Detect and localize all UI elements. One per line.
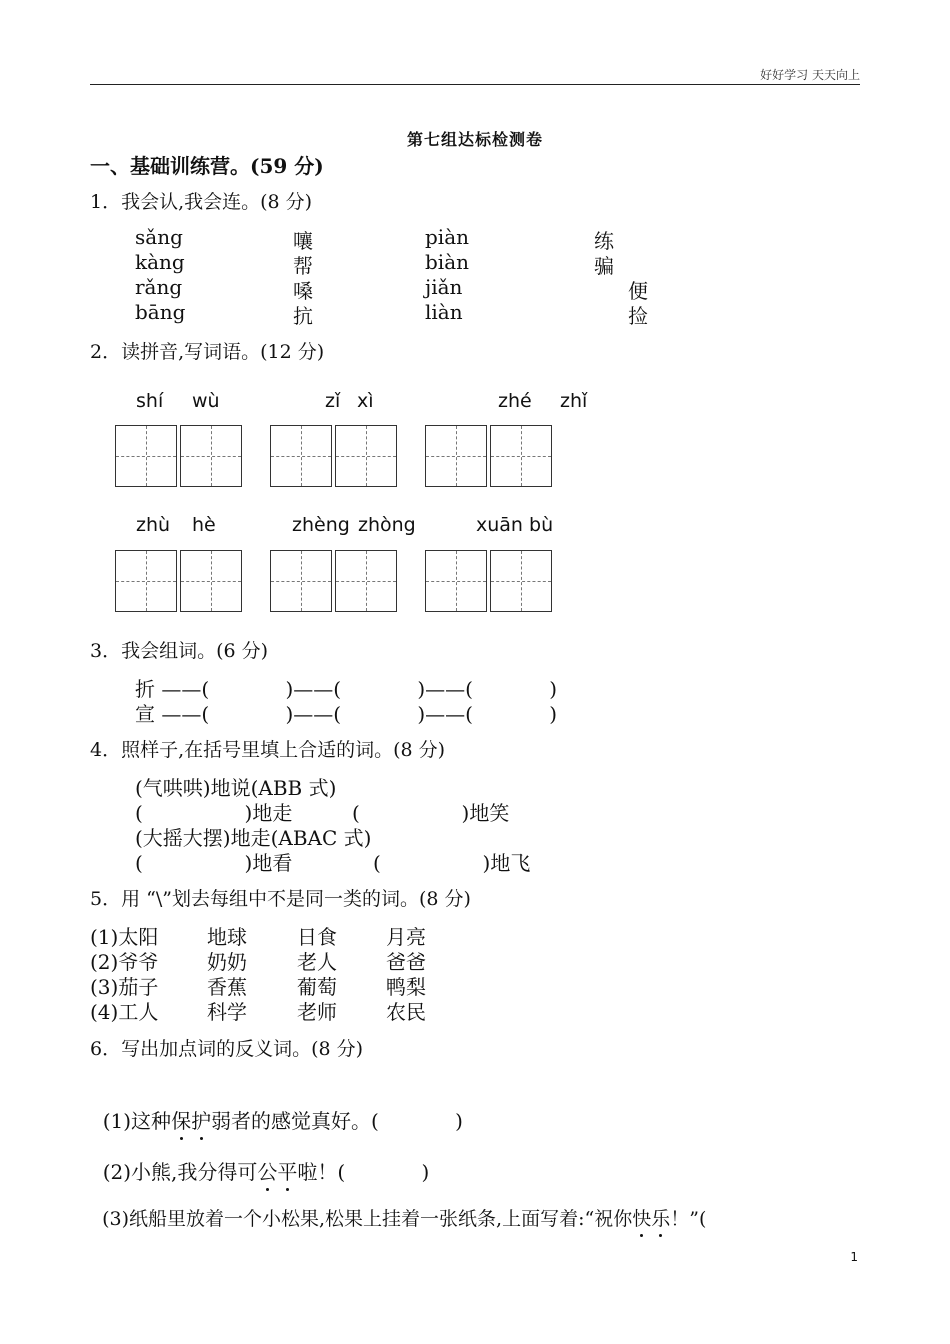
q1-pinyin: sǎng bbox=[135, 225, 183, 249]
q2-pinyin: hè bbox=[192, 514, 216, 536]
sentence-text: ！”( bbox=[670, 1208, 707, 1230]
q5-word: 老师 bbox=[297, 1000, 337, 1024]
q5-word: 奶奶 bbox=[207, 950, 247, 974]
q5-word: 香蕉 bbox=[207, 975, 247, 999]
q4-blank: ( )地笑 bbox=[352, 801, 510, 825]
q5-word: 地球 bbox=[207, 925, 247, 949]
dotted-char-text: 乐 bbox=[651, 1208, 671, 1230]
dotted-char bbox=[171, 1109, 191, 1133]
writing-box[interactable] bbox=[425, 425, 487, 487]
q2-pinyin: wù bbox=[192, 390, 220, 412]
dotted-char-text: 保 bbox=[171, 1109, 192, 1133]
q1-char: 嗓 bbox=[293, 279, 313, 303]
q5-word: (2)爷爷 bbox=[90, 950, 159, 974]
dotted-char bbox=[651, 1208, 670, 1230]
writing-box[interactable] bbox=[270, 425, 332, 487]
q1-char: 练 bbox=[594, 229, 614, 253]
dotted-char bbox=[277, 1160, 297, 1184]
dotted-char-text: 护 bbox=[191, 1109, 212, 1133]
q5-word: 老人 bbox=[297, 950, 337, 974]
q2-prompt: 2．读拼音,写词语。(12 分) bbox=[90, 341, 325, 363]
q1-prompt: 1．我会认,我会连。(8 分) bbox=[90, 191, 313, 213]
writing-box[interactable] bbox=[180, 425, 242, 487]
page-title: 第七组达标检测卷 bbox=[406, 130, 543, 149]
dotted-char bbox=[257, 1160, 277, 1184]
writing-box[interactable] bbox=[270, 550, 332, 612]
q1-char: 抗 bbox=[293, 304, 313, 328]
q6-sentence-2 bbox=[90, 1132, 429, 1185]
q5-word: 爸爸 bbox=[386, 950, 426, 974]
q2-pinyin: zhù bbox=[136, 514, 171, 536]
q4-prompt: 4．照样子,在括号里填上合适的词。(8 分) bbox=[90, 739, 446, 761]
q1-char: 捡 bbox=[628, 304, 648, 328]
section-heading: 一、基础训练营。(59 分) bbox=[90, 154, 324, 178]
dotted-char-text: 快 bbox=[632, 1208, 652, 1230]
dotted-char bbox=[632, 1208, 651, 1230]
writing-box[interactable] bbox=[115, 550, 177, 612]
q1-pinyin: kàng bbox=[135, 250, 185, 274]
q1-char: 帮 bbox=[293, 254, 313, 278]
writing-box[interactable] bbox=[335, 425, 397, 487]
q5-word: (4)工人 bbox=[90, 1000, 159, 1024]
q1-pinyin: jiǎn bbox=[425, 275, 463, 299]
q1-pinyin: bāng bbox=[135, 300, 186, 324]
q5-prompt: 5．用 “\”划去每组中不是同一类的词。(8 分) bbox=[90, 888, 471, 910]
q5-word: 科学 bbox=[207, 1000, 247, 1024]
writing-box[interactable] bbox=[180, 550, 242, 612]
q2-pinyin: xì bbox=[357, 390, 374, 412]
writing-box[interactable] bbox=[335, 550, 397, 612]
q2-pinyin: shí bbox=[136, 390, 164, 412]
sentence-text: (3)纸船里放着一个小松果,松果上挂着一张纸条,上面写着:“祝你 bbox=[102, 1208, 633, 1230]
writing-box[interactable] bbox=[490, 550, 552, 612]
q3-line: 宣 ——( )——( )——( ) bbox=[135, 702, 558, 726]
q1-pinyin: biàn bbox=[425, 250, 470, 274]
q1-char: 嚷 bbox=[293, 229, 313, 253]
q5-word: 日食 bbox=[297, 925, 337, 949]
page-number: 1 bbox=[850, 1250, 858, 1264]
q3-line: 折 ——( )——( )——( ) bbox=[135, 677, 558, 701]
q5-word: 月亮 bbox=[386, 925, 426, 949]
q4-blank: ( )地飞 bbox=[373, 851, 531, 875]
q4-example: (气哄哄)地说(ABB 式) bbox=[135, 776, 337, 800]
q2-pinyin: zǐ bbox=[325, 390, 341, 412]
q6-prompt: 6．写出加点词的反义词。(8 分) bbox=[90, 1038, 364, 1060]
q6-sentence-1 bbox=[90, 1081, 463, 1134]
q1-char: 骗 bbox=[594, 254, 614, 278]
q5-word: 鸭梨 bbox=[386, 975, 426, 999]
emphasis-dot bbox=[659, 1234, 662, 1237]
q4-example: (大摇大摆)地走(ABAC 式) bbox=[135, 826, 372, 850]
q2-pinyin: zhèng bbox=[292, 514, 350, 536]
writing-box[interactable] bbox=[115, 425, 177, 487]
sentence-text: 啦！( ) bbox=[297, 1160, 430, 1184]
sentence-text: (2)小熊,我分得可 bbox=[102, 1160, 258, 1184]
writing-box[interactable] bbox=[425, 550, 487, 612]
q2-pinyin: xuān bù bbox=[476, 514, 554, 536]
header-rule bbox=[90, 84, 860, 85]
sentence-text: 弱者的感觉真好。( ) bbox=[211, 1109, 463, 1133]
writing-box[interactable] bbox=[490, 425, 552, 487]
q5-word: (3)茄子 bbox=[90, 975, 159, 999]
q2-pinyin: zhòng bbox=[358, 514, 416, 536]
q4-blank: ( )地看 bbox=[135, 851, 293, 875]
sentence-text: (1)这种 bbox=[102, 1109, 172, 1133]
emphasis-dot bbox=[640, 1234, 643, 1237]
q5-word: 农民 bbox=[386, 1000, 426, 1024]
q5-word: (1)太阳 bbox=[90, 925, 159, 949]
q1-pinyin: rǎng bbox=[135, 275, 183, 299]
q1-pinyin: liàn bbox=[425, 300, 463, 324]
q3-prompt: 3．我会组词。(6 分) bbox=[90, 640, 269, 662]
q6-sentence-3 bbox=[90, 1182, 706, 1231]
q4-blank: ( )地走 bbox=[135, 801, 293, 825]
header-motto: 好好学习 天天向上 bbox=[760, 68, 860, 82]
q5-word: 葡萄 bbox=[297, 975, 337, 999]
q2-pinyin: zhǐ bbox=[560, 390, 588, 412]
dotted-char-text: 公 bbox=[257, 1160, 278, 1184]
dotted-char bbox=[191, 1109, 211, 1133]
q1-char: 便 bbox=[628, 279, 648, 303]
q2-pinyin: zhé bbox=[498, 390, 532, 412]
dotted-char-text: 平 bbox=[277, 1160, 298, 1184]
q1-pinyin: piàn bbox=[425, 225, 470, 249]
